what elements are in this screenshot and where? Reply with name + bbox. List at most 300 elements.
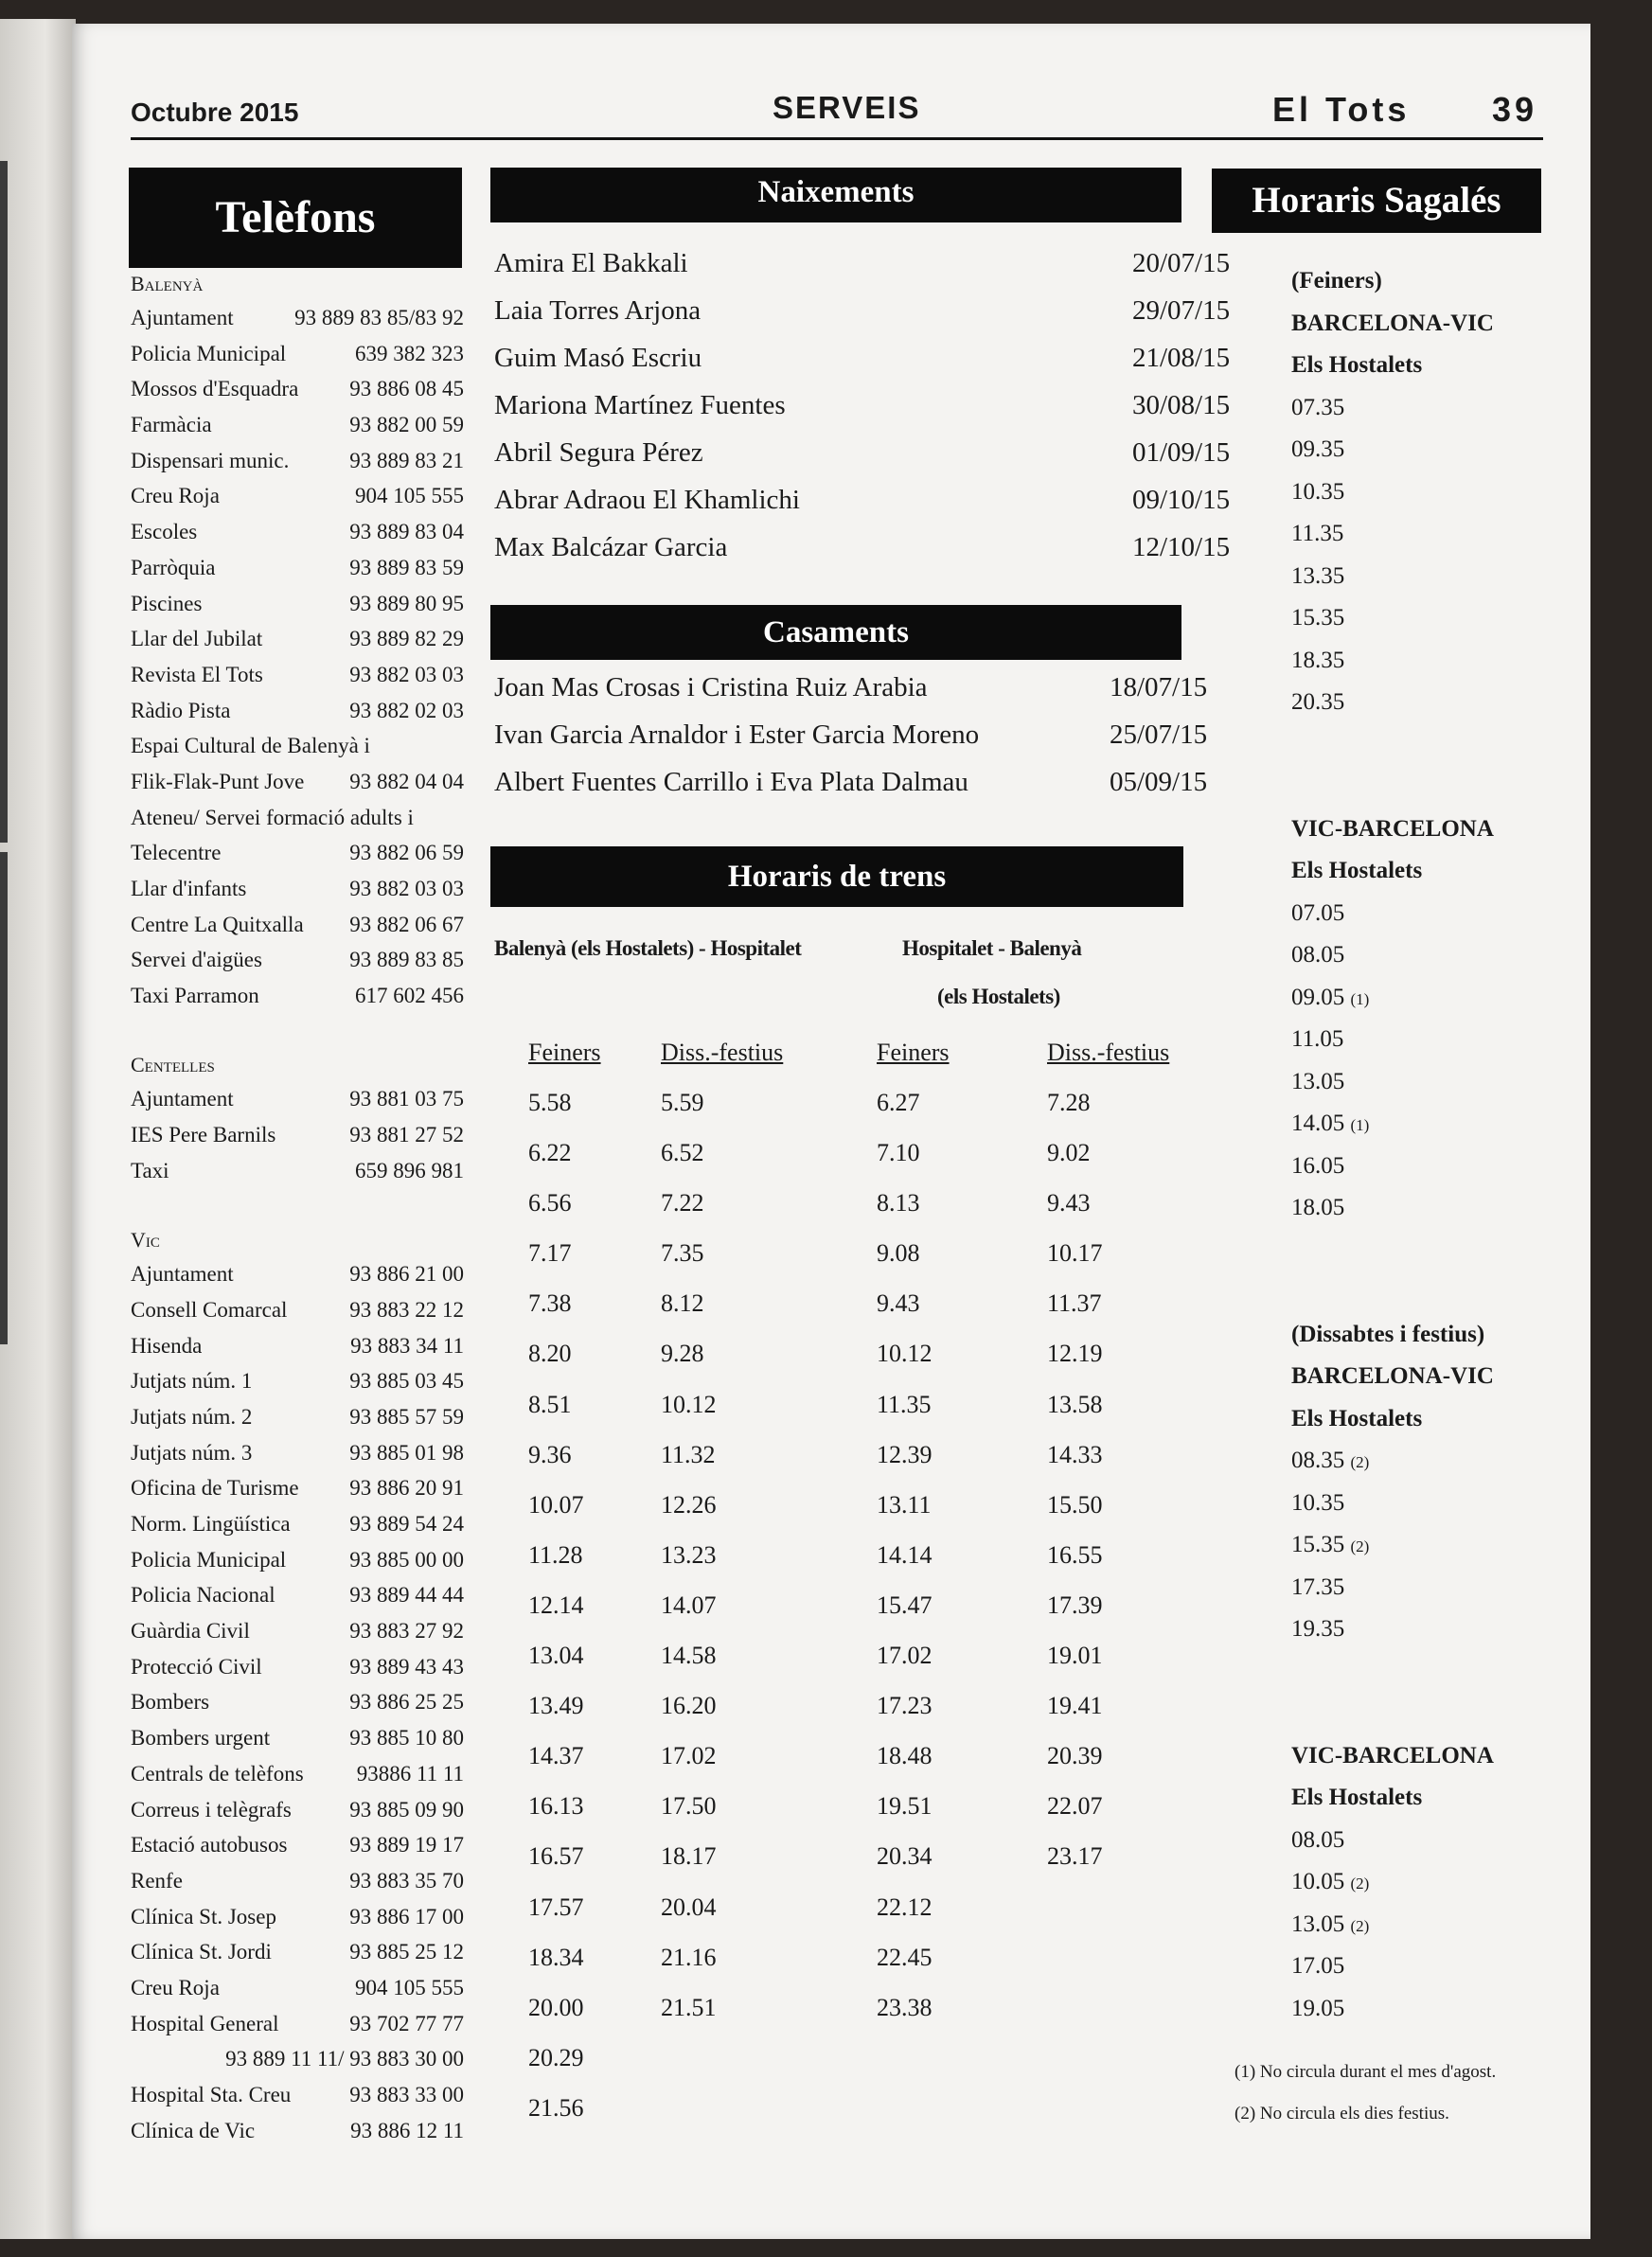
schedule-text: VIC-BARCELONA xyxy=(1291,815,1494,842)
phone-number: 93 886 17 00 xyxy=(349,1904,464,1928)
schedule-heading xyxy=(1291,260,1575,303)
phone-row xyxy=(131,1756,464,1792)
section-gap xyxy=(131,1189,464,1225)
birth-row xyxy=(488,429,1231,476)
schedule-text: 16.05 xyxy=(1291,1152,1345,1179)
section-gap xyxy=(131,1014,464,1050)
phone-row xyxy=(131,871,464,907)
schedule-text: 10.35 xyxy=(1291,478,1345,505)
route-return-line2: (els Hostalets) xyxy=(937,985,1060,1008)
train-time: 22.12 xyxy=(877,1893,933,1921)
phone-number: 93 885 09 90 xyxy=(349,1797,464,1822)
phone-number: 93 882 04 04 xyxy=(349,769,464,793)
phone-row xyxy=(131,1256,464,1292)
wedding-date: 25/07/15 xyxy=(1110,720,1208,750)
block-gap xyxy=(1291,1230,1575,1272)
train-time: 14.07 xyxy=(661,1591,717,1619)
train-time: 9.36 xyxy=(528,1440,572,1468)
schedule-text: BARCELONA-VIC xyxy=(1291,1363,1494,1389)
page-edge-strip xyxy=(0,852,8,1344)
phone-section-heading: Vic xyxy=(131,1228,160,1253)
birth-name: Guim Masó Escriu xyxy=(494,343,702,373)
schedule-text: Els Hostalets xyxy=(1291,858,1423,883)
train-time: 21.56 xyxy=(528,2093,584,2122)
phone-label: Ajuntament xyxy=(131,1262,234,1287)
train-time: 18.34 xyxy=(528,1943,584,1971)
phone-row xyxy=(131,407,464,443)
schedule-heading xyxy=(1291,1735,1575,1778)
phone-number: 93 889 44 44 xyxy=(349,1583,464,1608)
train-time: 15.47 xyxy=(877,1591,933,1619)
schedule-heading xyxy=(1291,809,1575,851)
schedule-heading xyxy=(1291,303,1575,346)
schedule-heading xyxy=(1291,1356,1575,1398)
phone-number: 93 885 57 59 xyxy=(349,1404,464,1429)
schedule-text: 10.05 xyxy=(1291,1869,1345,1894)
phone-number: 93 885 01 98 xyxy=(349,1440,464,1465)
phone-label: Llar d'infants xyxy=(131,877,247,900)
phone-label: Estació autobusos xyxy=(131,1833,288,1857)
schedule-heading xyxy=(1291,1398,1575,1441)
phone-label: Centrals de telèfons xyxy=(131,1761,304,1786)
train-time: 20.39 xyxy=(1047,1742,1103,1770)
schedule-text: 18.05 xyxy=(1291,1195,1345,1220)
section-title: SERVEIS xyxy=(773,90,921,125)
train-time: 20.34 xyxy=(877,1842,933,1871)
phone-label: Mossos d'Esquadra xyxy=(131,377,299,401)
phone-number: 93 882 06 59 xyxy=(349,841,464,865)
bus-time xyxy=(1291,640,1575,683)
phone-row xyxy=(131,2041,464,2077)
birth-name: Abrar Adraou El Khamlichi xyxy=(494,485,800,515)
phone-label: Hospital General xyxy=(131,2011,279,2035)
casaments-title: Casaments xyxy=(490,605,1181,660)
wedding-names: Joan Mas Crosas i Cristina Ruiz Arabia xyxy=(494,672,928,702)
schedule-text: 09.05 xyxy=(1291,984,1345,1010)
phone-row xyxy=(131,1720,464,1756)
phone-label: Servei d'aigües xyxy=(131,948,262,972)
schedule-text: 07.35 xyxy=(1291,394,1345,420)
train-time: 12.19 xyxy=(1047,1340,1103,1368)
phone-number: 93 883 33 00 xyxy=(349,2083,464,2106)
phone-row xyxy=(131,1470,464,1506)
phone-label: Flik-Flak-Punt Jove xyxy=(131,769,305,793)
bus-time xyxy=(1291,387,1575,430)
phone-row xyxy=(131,2077,464,2113)
schedule-text: Els Hostalets xyxy=(1291,1785,1423,1810)
train-time: 10.12 xyxy=(877,1340,933,1368)
train-time: 8.13 xyxy=(877,1189,920,1217)
train-time: 10.17 xyxy=(1047,1239,1103,1268)
train-time: 16.55 xyxy=(1047,1540,1103,1569)
phone-number: 93 885 03 45 xyxy=(349,1369,464,1394)
schedule-text: (Feiners) xyxy=(1291,268,1382,293)
phone-row xyxy=(131,550,464,586)
footnote-ref: (1) xyxy=(1350,1116,1370,1134)
phone-label: Renfe xyxy=(131,1868,183,1893)
train-time: 10.07 xyxy=(528,1490,584,1519)
train-time: 7.10 xyxy=(877,1139,920,1167)
birth-name: Mariona Martínez Fuentes xyxy=(494,390,786,420)
phone-number: 93 889 54 24 xyxy=(349,1512,464,1536)
phone-label: Ateneu/ Servei formació adults i xyxy=(131,805,414,829)
bus-time xyxy=(1291,471,1575,514)
bus-time xyxy=(1291,1103,1575,1146)
phone-number: 93 886 25 25 xyxy=(349,1690,464,1715)
train-time: 19.41 xyxy=(1047,1692,1103,1720)
schedule-text: 11.35 xyxy=(1291,521,1344,546)
schedule-heading xyxy=(1291,1314,1575,1357)
bus-time xyxy=(1291,1946,1575,1988)
phone-label: Oficina de Turisme xyxy=(131,1476,299,1501)
phone-row xyxy=(131,1684,464,1720)
phone-label: Policia Municipal xyxy=(131,341,287,365)
bus-time xyxy=(1291,977,1575,1020)
wedding-row xyxy=(488,758,1208,806)
phone-number: 904 105 555 xyxy=(355,1975,464,1999)
footnote-ref: (2) xyxy=(1350,1875,1370,1893)
train-time: 17.02 xyxy=(661,1742,717,1770)
schedule-text: 13.05 xyxy=(1291,1068,1345,1094)
left-page-edge xyxy=(0,19,76,2239)
phone-row xyxy=(131,1792,464,1828)
schedule-text: 10.35 xyxy=(1291,1489,1345,1516)
train-time: 21.51 xyxy=(661,1993,717,2021)
schedule-text: 19.35 xyxy=(1291,1616,1345,1642)
birth-name: Abril Segura Pérez xyxy=(494,437,703,468)
train-time: 9.02 xyxy=(1047,1139,1091,1167)
block-gap xyxy=(1291,724,1575,767)
schedule-text: 14.05 xyxy=(1291,1111,1345,1136)
bus-time xyxy=(1291,1061,1575,1104)
phone-label: Taxi Parramon xyxy=(131,984,259,1008)
phone-label: Guàrdia Civil xyxy=(131,1619,250,1644)
phone-label: Correus i telègrafs xyxy=(131,1797,292,1822)
phone-row xyxy=(131,621,464,657)
train-time: 13.49 xyxy=(528,1692,584,1720)
phone-number: 93 886 08 45 xyxy=(349,377,464,401)
phone-row xyxy=(131,1292,464,1328)
train-time: 23.17 xyxy=(1047,1842,1103,1871)
sagales-schedule xyxy=(1291,260,1575,2030)
train-time: 6.27 xyxy=(877,1089,920,1116)
train-time: 13.23 xyxy=(661,1540,717,1569)
train-time: 9.43 xyxy=(877,1289,920,1318)
schedule-text: (Dissabtes i festius) xyxy=(1291,1321,1485,1347)
train-time: 17.50 xyxy=(661,1792,717,1821)
phone-label: Espai Cultural de Balenyà i xyxy=(131,734,370,758)
phone-number: 93 889 83 85 xyxy=(349,948,464,972)
page-number: 39 xyxy=(1492,90,1538,129)
phone-number: 93 889 11 11/ 93 883 30 00 xyxy=(225,2047,464,2071)
birth-row xyxy=(488,240,1231,287)
phone-row xyxy=(131,1899,464,1935)
phone-label: Ajuntament xyxy=(131,1087,234,1111)
schedule-text: 13.35 xyxy=(1291,562,1345,589)
phone-number: 93 886 12 11 xyxy=(350,2118,464,2142)
bus-time xyxy=(1291,1019,1575,1061)
train-time: 11.32 xyxy=(661,1440,716,1468)
phone-section-heading: Balenyà xyxy=(131,272,204,295)
bus-time xyxy=(1291,429,1575,471)
block-gap xyxy=(1291,1271,1575,1314)
train-time: 21.16 xyxy=(661,1943,717,1971)
train-time: 7.17 xyxy=(528,1239,572,1268)
phone-row xyxy=(131,1117,464,1153)
train-time: 22.45 xyxy=(877,1943,933,1971)
phone-row xyxy=(131,300,464,336)
birth-date: 30/08/15 xyxy=(1132,390,1231,420)
train-time: 6.56 xyxy=(528,1189,572,1217)
phone-number: 617 602 456 xyxy=(355,984,464,1008)
schedule-text: 18.35 xyxy=(1291,647,1345,673)
phone-label: Bombers urgent xyxy=(131,1726,271,1751)
phone-label: Policia Municipal xyxy=(131,1547,287,1572)
train-time: 13.11 xyxy=(877,1490,932,1519)
train-time: 13.58 xyxy=(1047,1390,1103,1418)
train-time: 6.22 xyxy=(528,1139,572,1167)
footnote-ref: (1) xyxy=(1350,989,1370,1008)
wedding-date: 18/07/15 xyxy=(1110,672,1208,702)
train-time: 13.04 xyxy=(528,1642,584,1670)
birth-date: 09/10/15 xyxy=(1132,485,1231,515)
phone-number: 93 886 21 00 xyxy=(349,1262,464,1287)
phone-label: Clínica St. Josep xyxy=(131,1904,276,1928)
route-return-line1: Hospitalet - Balenyà xyxy=(902,936,1082,960)
block-gap xyxy=(1291,1693,1575,1735)
phone-row xyxy=(131,1506,464,1542)
page-edge-strip xyxy=(0,161,8,843)
phone-number: 93 889 83 21 xyxy=(349,448,464,472)
schedule-text: 15.35 xyxy=(1291,1532,1345,1557)
phone-row xyxy=(131,764,464,800)
birth-date: 01/09/15 xyxy=(1132,437,1231,468)
schedule-text: Els Hostalets xyxy=(1291,352,1423,378)
birth-name: Amira El Bakkali xyxy=(494,248,688,278)
train-time: 16.57 xyxy=(528,1842,584,1871)
train-time: 7.35 xyxy=(661,1239,704,1268)
phone-label: Jutjats núm. 2 xyxy=(131,1404,253,1429)
bus-time xyxy=(1291,1904,1575,1946)
phone-label: Dispensari munic. xyxy=(131,448,290,472)
footnote-ref: (2) xyxy=(1350,1453,1370,1471)
phone-label: Clínica St. Jordi xyxy=(131,1940,272,1964)
phone-number: 93 885 25 12 xyxy=(349,1940,464,1964)
phone-row xyxy=(131,728,464,764)
phone-number: 93 882 00 59 xyxy=(349,413,464,437)
phone-label: IES Pere Barnils xyxy=(131,1123,276,1147)
bus-time xyxy=(1291,1187,1575,1230)
train-time: 9.08 xyxy=(877,1239,920,1268)
birth-date: 21/08/15 xyxy=(1132,343,1231,373)
train-column-header: Feiners xyxy=(877,1039,950,1066)
train-time: 20.29 xyxy=(528,2043,584,2071)
schedule-text: 08.05 xyxy=(1291,942,1345,968)
phone-row xyxy=(131,2006,464,2042)
phone-number: 659 896 981 xyxy=(355,1158,464,1182)
phone-label: Consell Comarcal xyxy=(131,1297,288,1322)
phone-row xyxy=(131,978,464,1014)
phone-label: Telecentre xyxy=(131,841,222,865)
train-column xyxy=(877,1027,950,2033)
wedding-names: Ivan Garcia Arnaldor i Ester Garcia Moreno xyxy=(494,720,980,750)
phone-number: 93 885 10 80 xyxy=(349,1726,464,1751)
footnote-ref: (2) xyxy=(1350,1537,1370,1555)
schedule-text: 13.05 xyxy=(1291,1910,1345,1937)
phone-number: 93 885 00 00 xyxy=(349,1547,464,1572)
schedule-heading xyxy=(1291,345,1575,387)
schedule-text: 09.35 xyxy=(1291,436,1345,462)
telefons-title: Telèfons xyxy=(129,168,462,268)
schedule-heading xyxy=(1291,850,1575,893)
phone-label: Ajuntament xyxy=(131,306,234,329)
phone-label: Hospital Sta. Creu xyxy=(131,2083,292,2106)
bus-time xyxy=(1291,1988,1575,2031)
phone-label: Policia Nacional xyxy=(131,1583,275,1608)
train-time: 17.02 xyxy=(877,1642,933,1670)
phone-number: 93 889 83 85/83 92 xyxy=(294,306,464,329)
train-column-header: Feiners xyxy=(528,1039,601,1066)
schedule-text: 15.35 xyxy=(1291,605,1345,631)
phone-label: Norm. Lingüística xyxy=(131,1512,291,1536)
birth-row xyxy=(488,476,1231,524)
phone-label: Creu Roja xyxy=(131,484,220,508)
phone-label: Ràdio Pista xyxy=(131,698,231,722)
train-time: 9.28 xyxy=(661,1340,704,1368)
birth-date: 29/07/15 xyxy=(1132,295,1231,326)
phone-number: 93 883 22 12 xyxy=(349,1297,464,1322)
bus-time xyxy=(1291,556,1575,598)
phone-label: Bombers xyxy=(131,1690,210,1715)
trens-title: Horaris de trens xyxy=(490,846,1183,907)
magazine-page xyxy=(72,24,1590,2239)
magazine-name: El Tots xyxy=(1272,90,1411,129)
schedule-text: 17.05 xyxy=(1291,1953,1345,1979)
phone-label: Parròquia xyxy=(131,555,216,579)
bus-time xyxy=(1291,934,1575,977)
phone-label: Revista El Tots xyxy=(131,662,263,686)
schedule-text: BARCELONA-VIC xyxy=(1291,310,1494,336)
phone-number: 93 886 20 91 xyxy=(349,1476,464,1501)
bus-time xyxy=(1291,1524,1575,1567)
wedding-row xyxy=(488,664,1208,711)
phone-label: Clínica de Vic xyxy=(131,2118,256,2142)
phone-label: Hisenda xyxy=(131,1333,203,1358)
train-time: 16.13 xyxy=(528,1792,584,1821)
wedding-date: 05/09/15 xyxy=(1110,767,1208,797)
train-time: 17.23 xyxy=(877,1692,933,1720)
phone-row xyxy=(131,800,464,836)
phone-number: 93 881 27 52 xyxy=(349,1123,464,1147)
train-time: 20.00 xyxy=(528,1993,584,2021)
bus-time xyxy=(1291,597,1575,640)
phone-label: Piscines xyxy=(131,591,203,615)
phone-number: 639 382 323 xyxy=(355,341,464,365)
birth-row xyxy=(488,382,1231,429)
phone-number: 93 889 80 95 xyxy=(349,591,464,615)
train-time: 5.59 xyxy=(661,1089,704,1116)
train-time: 10.12 xyxy=(661,1390,717,1418)
schedule-text: 07.05 xyxy=(1291,899,1345,926)
phone-label: Farmàcia xyxy=(131,413,212,437)
train-column-header: Diss.-festius xyxy=(661,1039,784,1066)
phone-row xyxy=(131,2113,464,2149)
train-time: 17.39 xyxy=(1047,1591,1103,1619)
phone-label: Creu Roja xyxy=(131,1975,220,1999)
phone-number: 93 889 83 04 xyxy=(349,520,464,544)
phone-row xyxy=(131,586,464,622)
phone-number: 93 882 03 03 xyxy=(349,877,464,900)
schedule-text: 17.35 xyxy=(1291,1573,1345,1600)
phone-number: 93 889 43 43 xyxy=(349,1654,464,1679)
phone-row xyxy=(131,1435,464,1471)
bus-time xyxy=(1291,893,1575,935)
phone-row xyxy=(131,1970,464,2006)
train-time: 7.28 xyxy=(1047,1089,1091,1116)
sagales-title: Horaris Sagalés xyxy=(1212,169,1541,233)
phone-label: Llar del Jubilat xyxy=(131,627,263,651)
header-rule xyxy=(131,137,1543,140)
schedule-text: 20.35 xyxy=(1291,689,1345,715)
bus-time xyxy=(1291,1820,1575,1862)
train-time: 19.51 xyxy=(877,1792,933,1821)
phone-row xyxy=(131,907,464,943)
train-time: 8.12 xyxy=(661,1289,704,1318)
train-time: 7.22 xyxy=(661,1189,704,1217)
birth-row xyxy=(488,287,1231,334)
phone-row xyxy=(131,1153,464,1189)
phone-row xyxy=(131,443,464,479)
bus-time xyxy=(1291,1567,1575,1609)
train-time: 14.58 xyxy=(661,1642,717,1670)
train-time: 8.20 xyxy=(528,1340,572,1368)
naixements-list xyxy=(488,240,1231,571)
train-time: 7.38 xyxy=(528,1289,572,1318)
casaments-list xyxy=(488,664,1208,806)
telefons-list xyxy=(131,268,464,2148)
train-time: 14.14 xyxy=(877,1540,933,1569)
phone-number: 93 702 77 77 xyxy=(349,2011,464,2035)
birth-name: Max Balcázar Garcia xyxy=(494,532,728,562)
phone-row xyxy=(131,1328,464,1364)
phone-row xyxy=(131,693,464,729)
train-time: 9.43 xyxy=(1047,1189,1091,1217)
phone-row xyxy=(131,1649,464,1685)
phone-number: 93 883 35 70 xyxy=(349,1868,464,1893)
schedule-text: Els Hostalets xyxy=(1291,1405,1423,1431)
phone-row xyxy=(131,1363,464,1399)
train-time: 23.38 xyxy=(877,1993,933,2021)
phone-row xyxy=(131,835,464,871)
route-outbound: Balenyà (els Hostalets) - Hospitalet xyxy=(494,936,802,960)
footnote: (2) No circula els dies festius. xyxy=(1235,2104,1449,2124)
train-column xyxy=(661,1027,783,2033)
birth-name: Laia Torres Arjona xyxy=(494,295,702,326)
phone-number: 93886 11 11 xyxy=(356,1761,464,1786)
birth-row xyxy=(488,524,1231,571)
block-gap xyxy=(1291,1651,1575,1694)
phone-label: Protecció Civil xyxy=(131,1654,262,1679)
train-time: 18.17 xyxy=(661,1842,717,1871)
train-time: 14.37 xyxy=(528,1742,584,1770)
train-time: 11.37 xyxy=(1047,1289,1102,1318)
train-time: 20.04 xyxy=(661,1893,717,1921)
phone-row xyxy=(131,657,464,693)
train-time: 19.01 xyxy=(1047,1642,1103,1670)
birth-row xyxy=(488,334,1231,382)
phone-label: Centre La Quitxalla xyxy=(131,912,304,936)
bus-time xyxy=(1291,1146,1575,1188)
